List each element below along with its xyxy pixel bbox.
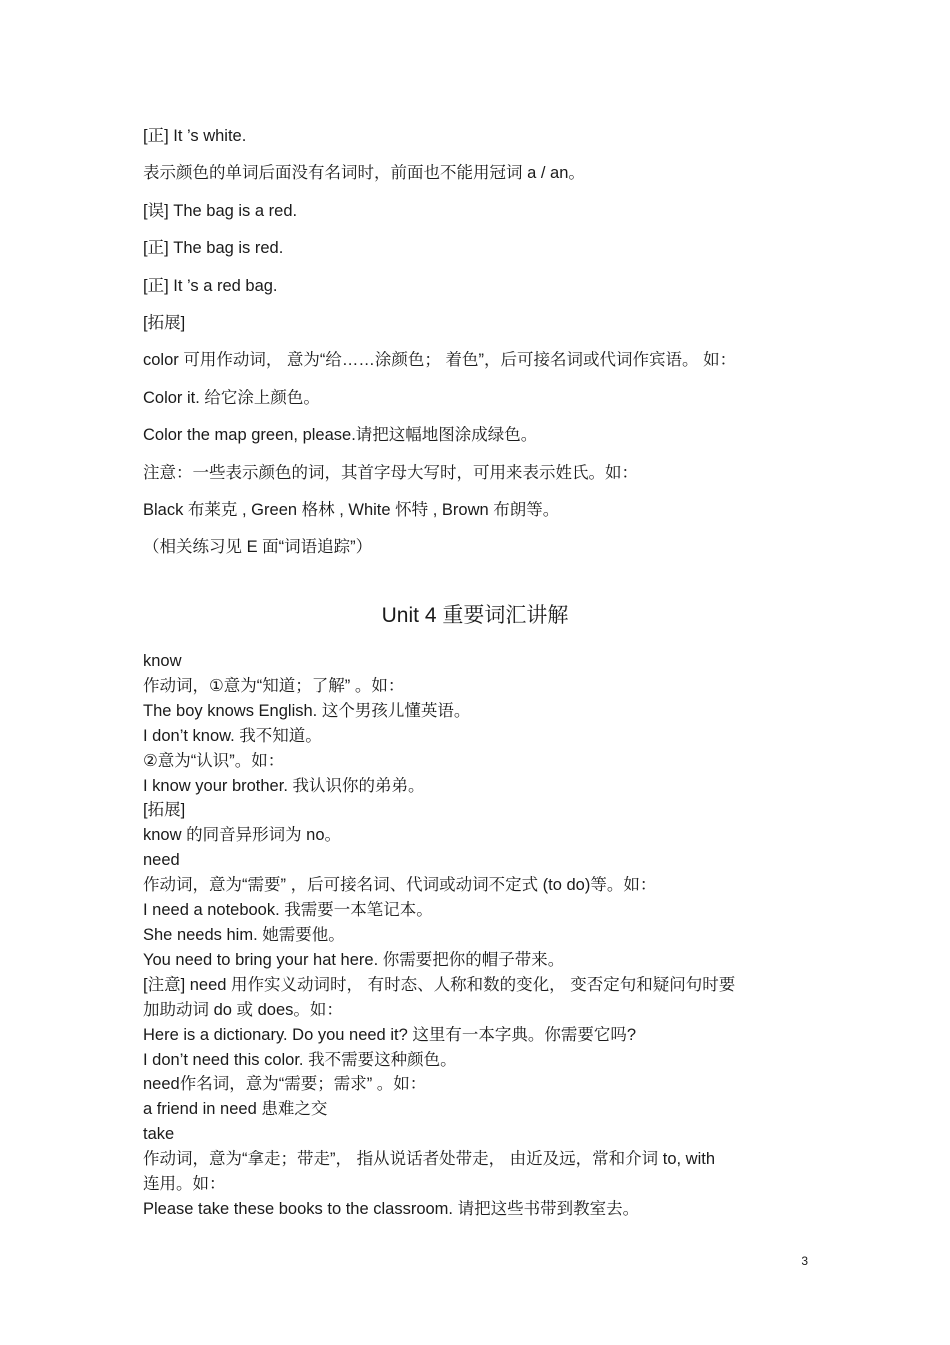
unit-heading: Unit 4 重要词汇讲解 bbox=[381, 604, 569, 627]
text-line: You need to bring your hat here. 你需要把你的帽子带来。 bbox=[143, 950, 565, 969]
text-line: She needs him. 她需要他。 bbox=[143, 925, 345, 944]
text-line: [拓展] bbox=[143, 314, 186, 333]
page-number: 3 bbox=[801, 1254, 808, 1268]
text-line: I don’t know. 我不知道。 bbox=[143, 726, 322, 745]
text-line: Black 布莱克 , Green 格林 , White 怀特 , Brown 布朗等。 bbox=[143, 501, 560, 520]
text-line: [正] It ’s a red bag. bbox=[143, 276, 278, 295]
text-line: need bbox=[143, 851, 180, 870]
text-line: [拓展] bbox=[143, 801, 186, 820]
text-line: [误] The bag is a red. bbox=[143, 201, 298, 220]
text-line: 作动词，意为“需要” ，后可接名词、代词或动词不定式 (to do)等。如： bbox=[143, 876, 657, 895]
text-line: 注意：一些表示颜色的词，其首字母大写时，可用来表示姓氏。如： bbox=[143, 463, 638, 482]
text-line: know bbox=[143, 652, 182, 670]
text-line: color 可用作动词， 意为“给……涂颜色； 着色”，后可接名词或代词作宾语。 如： bbox=[143, 351, 737, 370]
text-line: know 的同音异形词为 no。 bbox=[143, 826, 342, 845]
text-line: 表示颜色的单词后面没有名词时，前面也不能用冠词 a / an。 bbox=[143, 164, 585, 183]
text-line: [正] The bag is red. bbox=[143, 239, 284, 258]
text-line: The boy knows English. 这个男孩儿懂英语。 bbox=[143, 701, 471, 720]
text-line: 作动词，①意为“知道；了解” 。如： bbox=[143, 676, 405, 695]
text-line: I need a notebook. 我需要一本笔记本。 bbox=[143, 901, 433, 920]
text-line: Here is a dictionary. Do you need it? 这里有一本字典。你需要它吗? bbox=[143, 1025, 637, 1044]
text-line: [注意] need 用作实义动词时， 有时态、人称和数的变化， 变否定句和疑问句时要 bbox=[143, 975, 736, 994]
text-line: I don’t need this color. 我不需要这种颜色。 bbox=[143, 1050, 457, 1069]
text-line: need作名词，意为“需要；需求” 。如： bbox=[143, 1075, 427, 1094]
text-line: a friend in need 患难之交 bbox=[143, 1100, 328, 1119]
text-line: Please take these books to the classroom. 请把这些书带到教室去。 bbox=[143, 1199, 640, 1218]
text-line: Color it. 给它涂上颜色。 bbox=[143, 388, 320, 407]
top-section bbox=[143, 118, 823, 567]
vocabulary-section bbox=[143, 649, 823, 1222]
text-line: [正] It ’s white. bbox=[143, 127, 247, 145]
text-line: 加助动词 do 或 does。如： bbox=[143, 1000, 343, 1019]
text-line: take bbox=[143, 1125, 175, 1144]
text-line: Color the map green, please.请把这幅地图涂成绿色。 bbox=[143, 426, 538, 445]
text-line: 作动词，意为“拿走；带走”， 指从说话者处带走， 由近及远，常和介词 to, with bbox=[143, 1150, 716, 1169]
text-line: ②意为“认识”。如： bbox=[143, 751, 285, 770]
text-line: I know your brother. 我认识你的弟弟。 bbox=[143, 776, 425, 795]
text-line: 连用。如： bbox=[143, 1175, 226, 1194]
text-line: （相关练习见 E 面“词语追踪”） bbox=[143, 538, 373, 557]
